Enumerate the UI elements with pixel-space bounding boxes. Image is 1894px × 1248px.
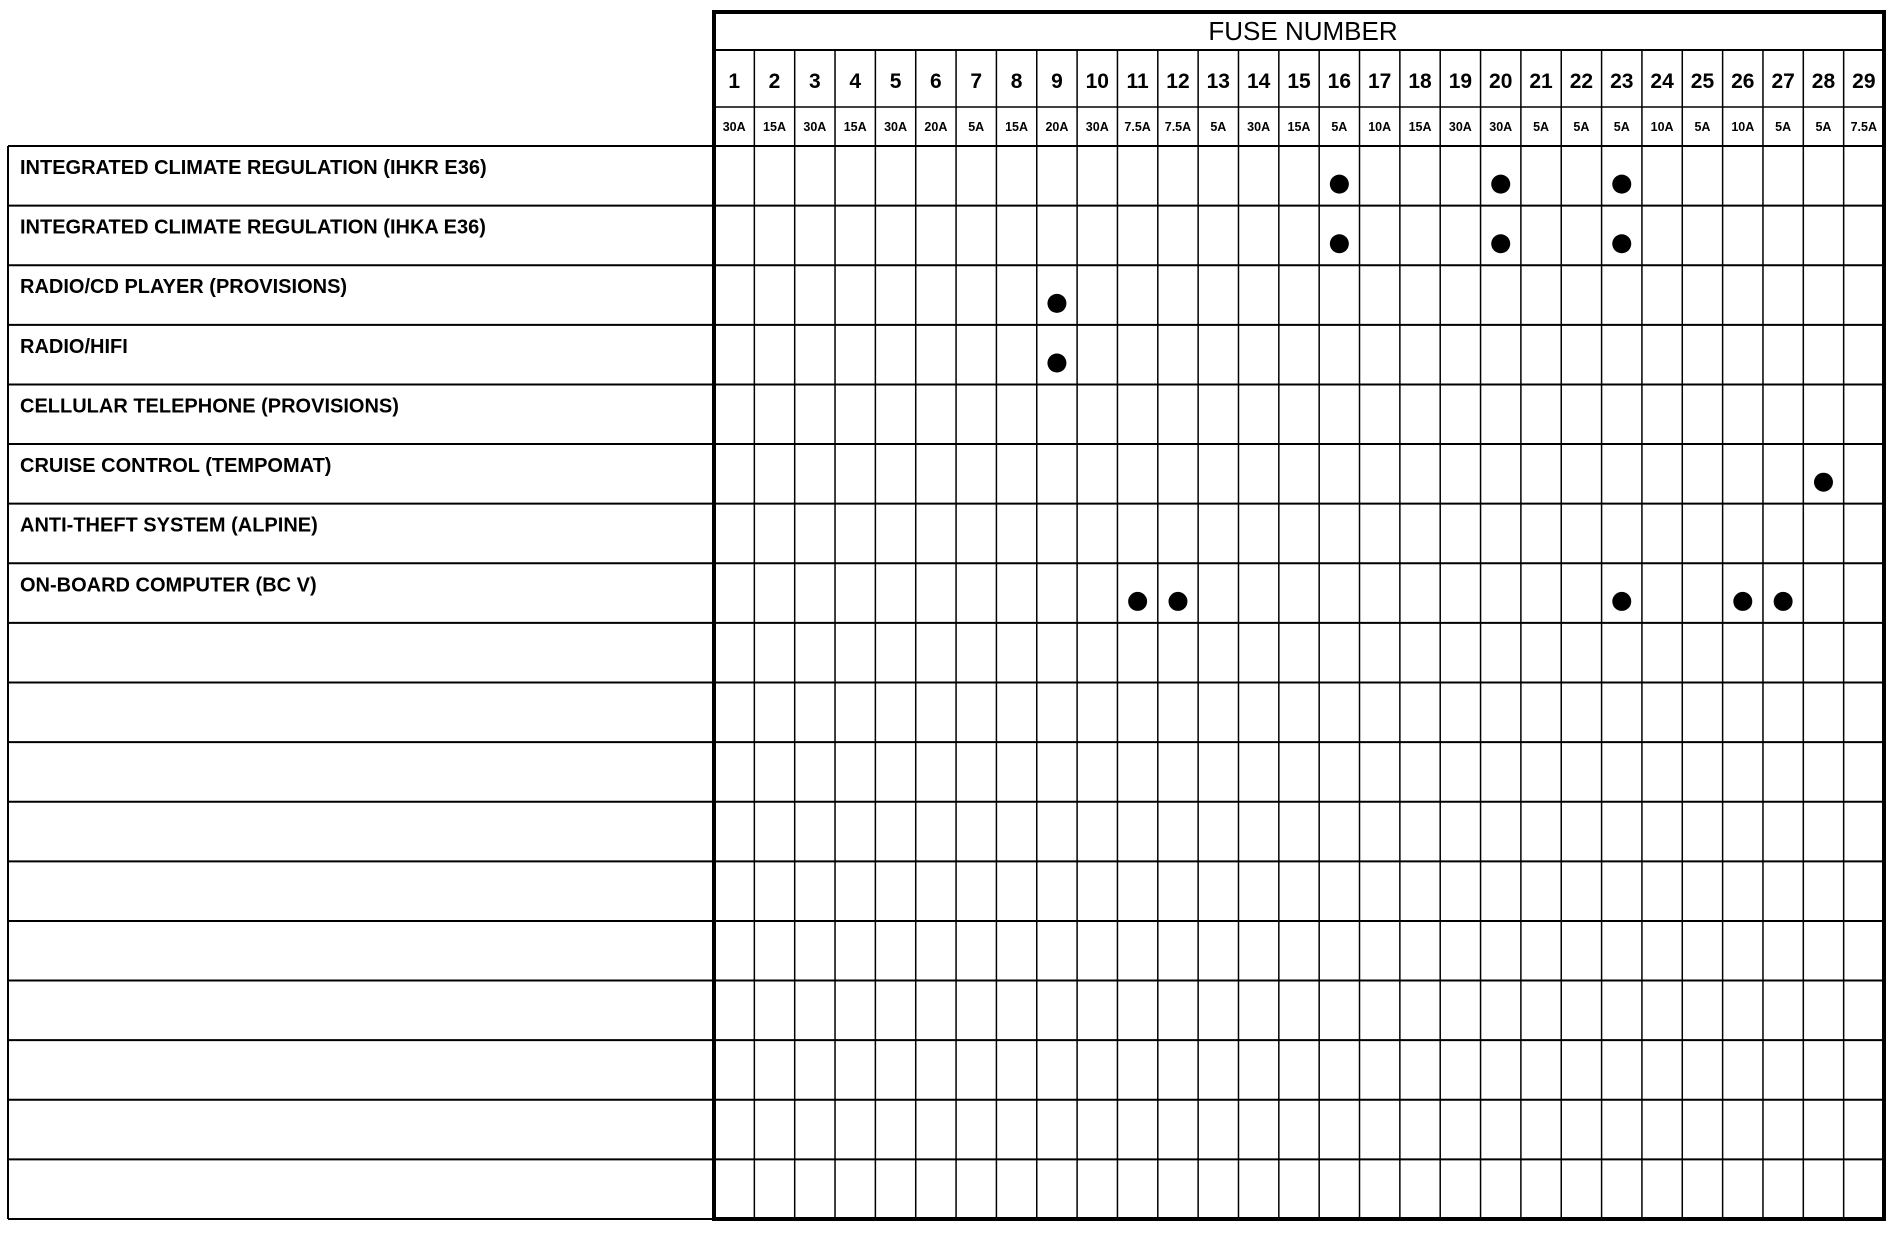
fuse-rating: 5A — [968, 120, 985, 134]
fuse-rating: 30A — [1489, 120, 1513, 134]
fuse-rating: 5A — [1533, 120, 1550, 134]
fuse-rating: 10A — [1731, 120, 1755, 134]
system-label: ON-BOARD COMPUTER (BC V) — [20, 574, 317, 597]
fuse-marker — [1491, 175, 1510, 194]
fuse-number: 17 — [1368, 70, 1392, 93]
fuse-number: 24 — [1650, 70, 1674, 93]
fuse-marker — [1330, 175, 1349, 194]
fuse-rating: 7.5A — [1124, 120, 1151, 134]
fuse-rating: 5A — [1210, 120, 1227, 134]
fuse-number: 25 — [1690, 70, 1715, 93]
system-label: INTEGRATED CLIMATE REGULATION (IHKA E36) — [20, 216, 486, 239]
fuse-number: 5 — [889, 70, 902, 93]
fuse-number: 14 — [1246, 70, 1271, 93]
fuse-rating: 10A — [1650, 120, 1674, 134]
fuse-number: 4 — [849, 70, 862, 93]
fuse-rating: 5A — [1613, 120, 1630, 134]
system-label: CRUISE CONTROL (TEMPOMAT) — [20, 455, 332, 478]
fuse-number: 13 — [1206, 70, 1230, 93]
fuse-number: 1 — [728, 70, 741, 93]
fuse-number: 18 — [1408, 70, 1432, 93]
fuse-rating: 15A — [1408, 120, 1432, 134]
fuse-number: 11 — [1126, 70, 1149, 93]
fuse-rating: 20A — [1045, 120, 1069, 134]
fuse-number: 22 — [1569, 70, 1594, 93]
fuse-number: 20 — [1489, 70, 1513, 93]
fuse-rating: 7.5A — [1164, 120, 1192, 134]
fuse-number: 10 — [1085, 70, 1109, 93]
fuse-marker — [1168, 592, 1187, 611]
fuse-number: 15 — [1287, 70, 1311, 93]
fuse-rating: 30A — [722, 120, 746, 134]
fuse-rating: 15A — [763, 120, 786, 134]
fuse-rating: 5A — [1815, 120, 1832, 134]
system-label: RADIO/CD PLAYER (PROVISIONS) — [20, 276, 348, 299]
fuse-marker — [1612, 592, 1631, 611]
system-label: CELLULAR TELEPHONE (PROVISIONS) — [20, 395, 399, 418]
fuse-number: 9 — [1051, 70, 1063, 93]
fuse-number: 28 — [1811, 70, 1836, 93]
fuse-number: 7 — [970, 70, 983, 93]
fuse-rating: 15A — [1287, 120, 1311, 134]
fuse-number: 27 — [1771, 70, 1795, 93]
fuse-rating: 15A — [1005, 120, 1029, 134]
system-label: INTEGRATED CLIMATE REGULATION (IHKR E36) — [20, 157, 487, 179]
fuse-number: 8 — [1010, 70, 1023, 93]
fuse-rating: 30A — [1247, 120, 1271, 134]
fuse-rating: 20A — [924, 120, 948, 134]
fuse-number-title: FUSE NUMBER — [1208, 16, 1398, 46]
fuse-marker — [1612, 175, 1631, 194]
fuse-number: 12 — [1166, 70, 1190, 93]
system-label: ANTI-THEFT SYSTEM (ALPINE) — [20, 514, 318, 537]
fuse-number: 21 — [1529, 70, 1553, 93]
system-label: RADIO/HIFI — [20, 335, 128, 358]
fuse-rating: 10A — [1368, 120, 1392, 134]
fuse-number: 3 — [809, 70, 821, 93]
fuse-number: 19 — [1448, 70, 1473, 93]
fuse-rating-row — [723, 120, 1877, 134]
fuse-marker — [1330, 234, 1349, 253]
fuse-rating: 5A — [1775, 120, 1792, 134]
fuse-rating: 30A — [1085, 120, 1109, 134]
fuse-rating: 5A — [1694, 120, 1711, 134]
fuse-rating: 30A — [884, 120, 908, 134]
fuse-rating: 7.5A — [1850, 120, 1878, 134]
fuse-marker — [1733, 592, 1752, 611]
fuse-number: 6 — [930, 70, 942, 93]
fuse-marker — [1047, 353, 1066, 372]
fuse-rating: 30A — [1448, 120, 1472, 134]
fuse-number: 26 — [1731, 70, 1755, 93]
fuse-number: 16 — [1327, 70, 1352, 93]
fuse-rating: 30A — [803, 120, 827, 134]
fuse-marker — [1128, 592, 1147, 611]
fuse-rating: 5A — [1331, 120, 1348, 134]
fuse-number-row — [728, 70, 1875, 93]
fuse-rating: 5A — [1573, 120, 1590, 134]
fuse-marker — [1612, 234, 1631, 253]
fuse-number: 29 — [1852, 70, 1876, 93]
fuse-rating: 15A — [843, 120, 867, 134]
fuse-marker — [1814, 473, 1833, 492]
fuse-marker — [1491, 234, 1510, 253]
fuse-marker — [1774, 592, 1793, 611]
fuse-marker — [1047, 294, 1066, 313]
fuse-number: 2 — [768, 70, 781, 93]
fuse-number: 23 — [1610, 70, 1634, 93]
